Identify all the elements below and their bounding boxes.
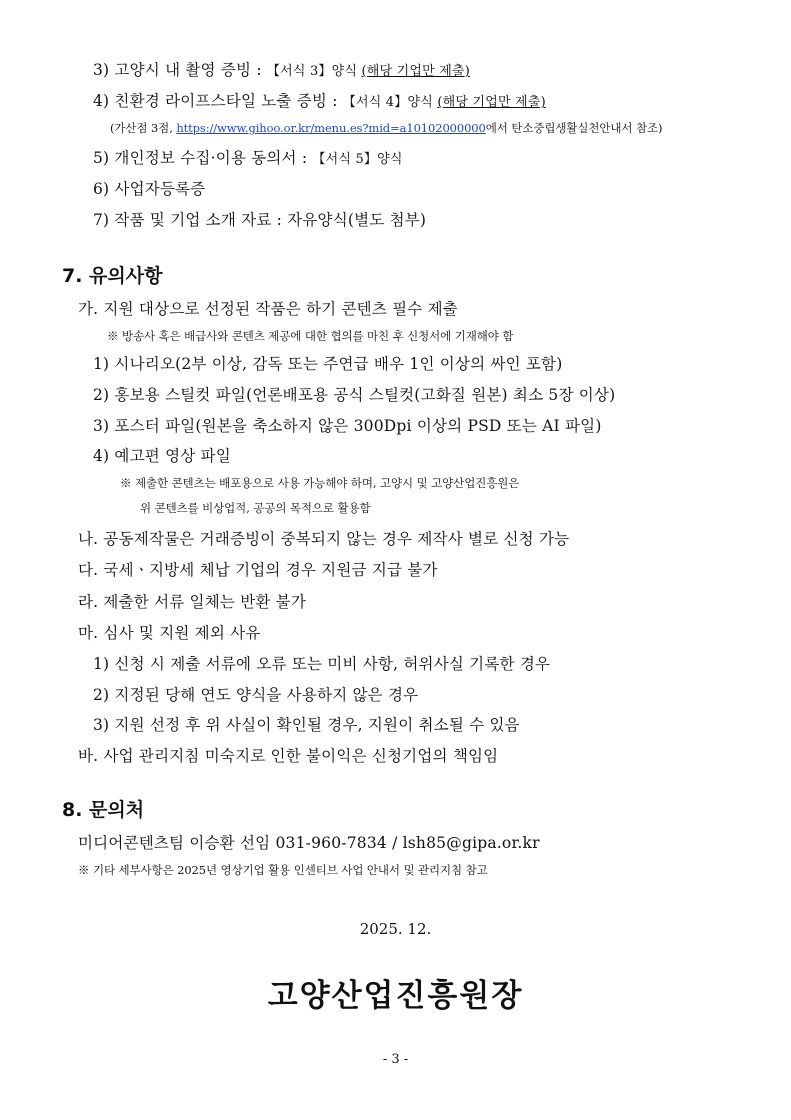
- bonus-note: [110, 120, 662, 136]
- ga-item-3: 3) 포스터 파일(원본을 축소하지 않은 300Dpi 이상의 PSD 또는 AI 파일): [93, 417, 602, 435]
- item-text: 4) 친환경 라이프스타일 노출 증빙 :: [93, 92, 343, 110]
- ga-note2-line2: 위 콘텐츠를 비상업적, 공공의 목적으로 활용함: [140, 501, 371, 515]
- issuer-signature: 고양산업진흥원장: [267, 978, 524, 1014]
- item-ma: 마. 심사 및 지원 제외 사유: [78, 624, 261, 642]
- submit-item-7: 7) 작품 및 기업 소개 자료 : 자유양식(별도 첨부): [93, 211, 427, 229]
- bonus-note-post: 에서 탄소중립생활실천안내서 참조): [485, 121, 663, 135]
- item-ba: 바. 사업 관리지침 미숙지로 인한 불이익은 신청기업의 책임임: [78, 747, 499, 765]
- ga-item-1: 1) 시나리오(2부 이상, 감독 또는 주연급 배우 1인 이상의 싸인 포함): [93, 355, 563, 373]
- ma-item-3: 3) 지원 선정 후 위 사실이 확인될 경우, 지원이 취소될 수 있음: [93, 716, 520, 734]
- ma-item-2: 2) 지정된 당해 연도 양식을 사용하지 않은 경우: [93, 686, 419, 704]
- page-number: - 3 -: [382, 1052, 409, 1067]
- item-ra: 라. 제출한 서류 일체는 반환 불가: [78, 593, 307, 611]
- item-ga: 가. 지원 대상으로 선정된 작품은 하기 콘텐츠 필수 제출: [78, 300, 458, 318]
- item-da: 다. 국세ㆍ지방세 체납 기업의 경우 지원금 지급 불가: [78, 561, 438, 579]
- submit-item-3: [93, 58, 470, 80]
- contact-line: 미디어콘텐츠팀 이승환 선임 031-960-7834 / lsh85@gipa.or.kr: [78, 834, 540, 852]
- form-ref: 【서식 5】양식: [312, 152, 403, 167]
- item-note: (해당 기업만 제출): [361, 64, 470, 79]
- submit-item-4: [93, 89, 546, 111]
- gihoo-link[interactable]: https://www.gihoo.or.kr/menu.es?mid=a10102000000: [176, 121, 486, 135]
- section-7-heading: 7. 유의사항: [62, 265, 163, 287]
- section-8-heading: 8. 문의처: [62, 799, 145, 821]
- ga-note2-line1: ※ 제출한 콘텐츠는 배포용으로 사용 가능해야 하며, 고양시 및 고양산업진흥원은: [120, 476, 520, 490]
- submit-item-6: 6) 사업자등록증: [93, 180, 206, 198]
- submit-item-5: [93, 146, 403, 168]
- ga-note: ※ 방송사 혹은 배급사와 콘텐츠 제공에 대한 협의를 마친 후 신청서에 기재해야 함: [107, 329, 514, 343]
- form-ref: 【서식 3】양식: [266, 64, 362, 79]
- item-text: 3) 고양시 내 촬영 증빙 :: [93, 61, 267, 79]
- item-note: (해당 기업만 제출): [437, 95, 546, 110]
- ga-item-2: 2) 홍보용 스틸컷 파일(언론배포용 공식 스틸컷(고화질 원본) 최소 5장 이상): [93, 386, 616, 404]
- item-text: 5) 개인정보 수집·이용 동의서 :: [93, 149, 313, 167]
- form-ref: 【서식 4】양식: [342, 95, 438, 110]
- document-date: 2025. 12.: [359, 920, 432, 938]
- ga-item-4: 4) 예고편 영상 파일: [93, 447, 231, 465]
- reference-note: ※ 기타 세부사항은 2025년 영상기업 활용 인센티브 사업 안내서 및 관리지침 참고: [78, 863, 488, 877]
- ma-item-1: 1) 신청 시 제출 서류에 오류 또는 미비 사항, 허위사실 기록한 경우: [93, 655, 551, 673]
- item-na: 나. 공동제작물은 거래증빙이 중복되지 않는 경우 제작사 별로 신청 가능: [78, 530, 570, 548]
- bonus-note-pre: (가산점 3점,: [110, 121, 177, 135]
